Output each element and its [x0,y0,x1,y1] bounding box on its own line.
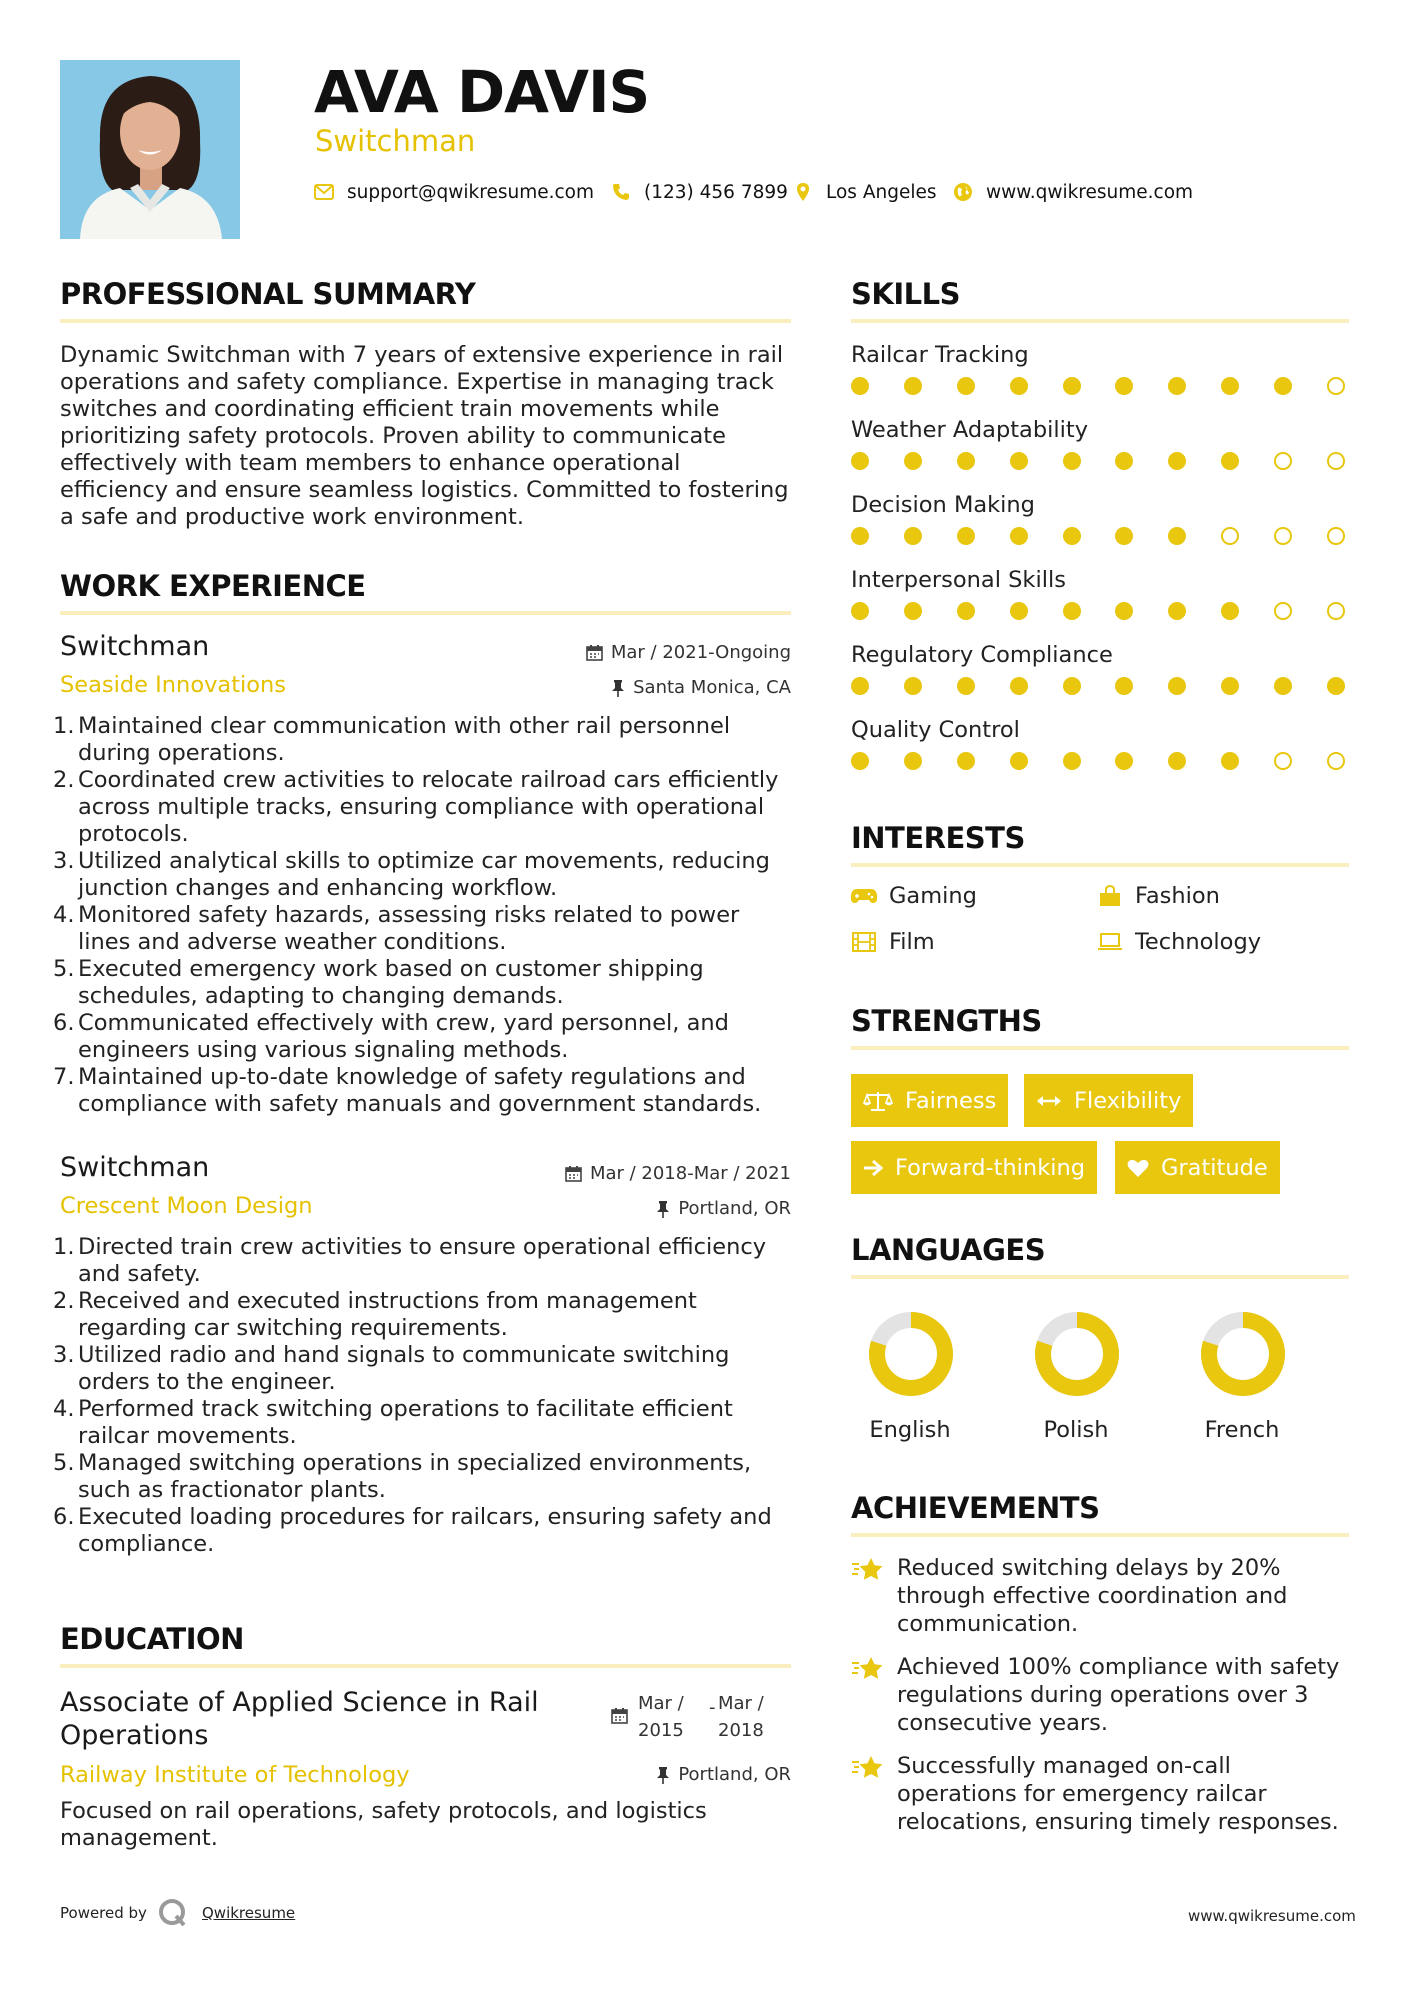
job-entry [53,628,791,1118]
rating-dot-empty [1327,452,1345,470]
rating-dot-filled [1010,677,1028,695]
achievement-item [851,1554,1351,1638]
rating-dot-filled [1063,527,1081,545]
rating-dot-filled [904,452,922,470]
job-location [611,677,791,698]
rating-dot-filled [1168,527,1186,545]
powered-by-label: Powered by [60,1904,147,1922]
job-dates-text: Mar / 2021-Ongoing [610,642,791,663]
job-title: Switchman [60,1152,210,1183]
heart-icon [1127,1158,1149,1178]
rating-dot-empty [1274,452,1292,470]
language-label: English [869,1417,951,1443]
achievement-text: Achieved 100% compliance with safety regulations during operations over 3 consecutive years. [897,1654,1340,1736]
rating-dot-filled [1168,677,1186,695]
contact-email[interactable] [313,178,594,206]
interest-label: Gaming [889,883,977,909]
skill-name: Interpersonal Skills [851,567,1066,593]
languages-heading: LANGUAGES [851,1233,1046,1267]
rating-dot-filled [957,677,975,695]
language-label: French [1204,1417,1280,1443]
rating-dot-filled [1063,377,1081,395]
skill-name: Decision Making [851,492,1035,518]
interest-item-gaming [851,883,977,909]
interests-divider [851,863,1349,867]
skill-item [851,567,1351,642]
website-text: www.qwikresume.com [986,181,1194,203]
arrows-horizontal-icon [1036,1094,1062,1108]
pushpin-icon [611,679,625,697]
rating-dot-filled [1063,452,1081,470]
rating-dot-filled [1010,452,1028,470]
rating-dot-filled [851,677,869,695]
location-text: Los Angeles [826,181,937,203]
phone-icon [610,181,632,203]
education-start-date [638,1690,684,1744]
skill-name: Quality Control [851,717,1020,743]
school-name: Railway Institute of Technology [60,1762,410,1788]
rating-dot-filled [1168,602,1186,620]
candidate-title: Switchman [315,124,476,158]
list-item: 6. Communicated effectively with crew, yard personnel, and engineers using various signaling methods. [53,1010,729,1063]
rating-dot-filled [851,752,869,770]
interest-item-film [851,929,935,955]
job-entry [53,1149,791,1558]
rating-dot-filled [1168,377,1186,395]
skill-rating [851,751,1345,771]
skill-name: Railcar Tracking [851,342,1029,368]
qwikresume-logo-icon [158,1898,188,1932]
rating-dot-filled [904,602,922,620]
interest-item-technology [1097,929,1261,955]
strengths-heading: STRENGTHS [851,1004,1042,1038]
skill-item [851,417,1351,492]
rating-dot-filled [957,752,975,770]
contact-location [792,178,937,206]
strengths-divider [851,1046,1349,1050]
list-item: 4. Performed track switching operations to facilitate efficient railcar movements. [53,1396,733,1449]
achievement-item [851,1653,1351,1737]
rating-dot-filled [1063,677,1081,695]
rating-dot-filled [1063,602,1081,620]
education-start-year: 2015 [638,1720,684,1741]
job-location-text: Portland, OR [678,1198,791,1219]
rating-dot-filled [1010,377,1028,395]
job-location-text: Santa Monica, CA [633,677,791,698]
rating-dot-filled [1274,677,1292,695]
interests-heading: INTERESTS [851,821,1025,855]
skills-list [851,342,1351,792]
skill-item [851,342,1351,417]
achievement-text: Successfully managed on-call operations for emergency railcar relocations, ensuring timely responses. [897,1753,1339,1835]
calendar-icon [611,1707,628,1728]
rating-dot-filled [851,452,869,470]
rating-dot-empty [1221,527,1239,545]
rating-dot-filled [1063,752,1081,770]
rating-dot-filled [957,527,975,545]
skills-heading: SKILLS [851,277,960,311]
rating-dot-filled [957,452,975,470]
list-item: 2. Coordinated crew activities to relocate railroad cars efficiently across multiple tracks, ensuring compliance with operational protocols. [53,767,779,847]
rating-dot-filled [851,377,869,395]
list-item: 3. Utilized analytical skills to optimize car movements, reducing junction changes and enhancing workflow. [53,848,770,901]
star-icon [851,1554,897,1638]
pushpin-icon [656,1766,670,1784]
rating-dot-filled [1010,602,1028,620]
job-dates-text: Mar / 2018-Mar / 2021 [589,1163,791,1184]
list-item: 3. Utilized radio and hand signals to communicate switching orders to the engineer. [53,1342,730,1395]
strength-tag-fairness [851,1074,1008,1127]
skill-rating [851,601,1345,621]
job-location [656,1198,791,1219]
rating-dot-filled [851,602,869,620]
date-separator: - [709,1697,716,1718]
skills-divider [851,319,1349,323]
rating-dot-filled [1221,602,1239,620]
strength-label: Gratitude [1161,1154,1268,1181]
interest-label: Film [889,929,935,955]
rating-dot-filled [1168,452,1186,470]
skill-item [851,642,1351,717]
rating-dot-filled [1115,452,1133,470]
rating-dot-filled [1115,377,1133,395]
rating-dot-filled [957,377,975,395]
education-location [656,1764,791,1785]
rating-dot-filled [1221,677,1239,695]
rating-dot-filled [1010,752,1028,770]
job-title: Switchman [60,631,210,662]
education-end-date [718,1690,764,1744]
profile-photo [60,60,240,239]
envelope-icon [313,181,335,203]
contact-website[interactable] [952,178,1193,206]
skill-rating [851,676,1345,696]
rating-dot-empty [1327,377,1345,395]
summary-text: Dynamic Switchman with 7 years of extensive experience in rail operations and safety compliance. Expertise in managing track switches and coordinating efficient train movements while prioritizing safety protocols. Proven ability to communicate effectively with team members to enhance operational efficiency and ensure seamless logistics. Committed to fostering a safe and productive work environment. [60,342,789,530]
experience-heading: WORK EXPERIENCE [60,569,366,603]
list-item: 1. Directed train crew activities to ensure operational efficiency and safety. [53,1234,767,1287]
phone-text: (123) 456 7899 [644,181,788,203]
job-company: Seaside Innovations [60,672,287,698]
email-text: support@qwikresume.com [347,181,594,203]
rating-dot-filled [904,377,922,395]
education-heading: EDUCATION [60,1622,244,1656]
education-start-month: Mar / [638,1693,684,1714]
strength-label: Forward-thinking [895,1154,1086,1181]
list-item: 5. Executed emergency work based on customer shipping schedules, adapting to changing demands. [53,956,704,1009]
rating-dot-filled [1115,527,1133,545]
education-divider [60,1664,791,1668]
language-rings [851,1300,1351,1410]
star-icon [851,1653,897,1737]
skill-item [851,717,1351,792]
job-dates [586,642,791,663]
strength-tag-forward-thinking [851,1141,1097,1194]
achievements-list [851,1554,1351,1836]
globe-icon [952,181,974,203]
rating-dot-empty [1327,602,1345,620]
language-label: Polish [1043,1417,1109,1443]
rating-dot-filled [1327,677,1345,695]
achievements-divider [851,1533,1349,1537]
rating-dot-filled [904,752,922,770]
job-bullets [53,1234,798,1558]
skill-rating [851,376,1345,396]
rating-dot-filled [1115,752,1133,770]
rating-dot-empty [1327,752,1345,770]
summary-heading: PROFESSIONAL SUMMARY [60,277,476,311]
list-item: 5. Managed switching operations in specialized environments, such as fractionator plants. [53,1450,752,1503]
calendar-icon [565,1165,582,1182]
summary-divider [60,319,791,323]
qwikresume-link[interactable]: Qwikresume [202,1904,296,1922]
rating-dot-filled [1168,752,1186,770]
skill-name: Weather Adaptability [851,417,1089,443]
job-company: Crescent Moon Design [60,1193,313,1219]
rating-dot-empty [1274,602,1292,620]
degree-title: Associate of Applied Science in Rail Operations [60,1687,539,1751]
rating-dot-filled [1115,677,1133,695]
rating-dot-filled [904,677,922,695]
rating-dot-filled [1115,602,1133,620]
experience-divider [60,611,791,615]
star-icon [851,1752,897,1836]
achievements-heading: ACHIEVEMENTS [851,1491,1100,1525]
interest-item-fashion [1097,883,1220,909]
strength-label: Flexibility [1074,1087,1182,1114]
education-end-month: Mar / [718,1693,764,1714]
rating-dot-filled [1010,527,1028,545]
pushpin-icon [656,1200,670,1218]
arrow-right-icon [863,1159,883,1177]
rating-dot-filled [1221,377,1239,395]
candidate-name: AVA DAVIS [314,58,650,126]
languages-divider [851,1275,1349,1279]
calendar-icon [586,644,603,661]
education-description: Focused on rail operations, safety protocols, and logistics management. [60,1798,707,1851]
interest-label: Fashion [1135,883,1220,909]
strength-tag-gratitude [1115,1141,1280,1194]
rating-dot-empty [1274,527,1292,545]
job-dates [565,1163,791,1184]
list-item: 2. Received and executed instructions from management regarding car switching requirements. [53,1288,697,1341]
skill-name: Regulatory Compliance [851,642,1113,668]
gamepad-icon [851,885,877,907]
film-icon [851,931,877,953]
skill-item [851,492,1351,567]
list-item: 7. Maintained up-to-date knowledge of safety regulations and compliance with safety manuals and government standards. [53,1064,762,1117]
contact-phone[interactable] [610,178,788,206]
achievement-text: Reduced switching delays by 20% through effective coordination and communication. [897,1555,1288,1637]
skill-rating [851,451,1345,471]
education-end-year: 2018 [718,1720,764,1741]
skill-rating [851,526,1345,546]
strength-label: Fairness [905,1087,997,1114]
list-item: 4. Monitored safety hazards, assessing risks related to power lines and adverse weather conditions. [53,902,740,955]
rating-dot-filled [957,602,975,620]
list-item: 6. Executed loading procedures for railcars, ensuring safety and compliance. [53,1504,772,1557]
rating-dot-filled [1221,452,1239,470]
shopping-bag-icon [1097,885,1123,907]
rating-dot-empty [1327,527,1345,545]
rating-dot-filled [851,527,869,545]
education-location-text: Portland, OR [678,1764,791,1785]
strength-tag-flexibility [1024,1074,1193,1127]
rating-dot-empty [1274,752,1292,770]
rating-dot-filled [904,527,922,545]
rating-dot-filled [1274,377,1292,395]
map-pin-icon [792,181,814,203]
job-bullets [53,713,798,1118]
rating-dot-filled [1221,752,1239,770]
footer-url[interactable]: www.qwikresume.com [1188,1907,1356,1925]
laptop-icon [1097,931,1123,953]
interest-label: Technology [1135,929,1262,955]
achievement-item [851,1752,1351,1836]
list-item: 1. Maintained clear communication with other rail personnel during operations. [53,713,731,766]
balance-scale-icon [863,1090,893,1112]
